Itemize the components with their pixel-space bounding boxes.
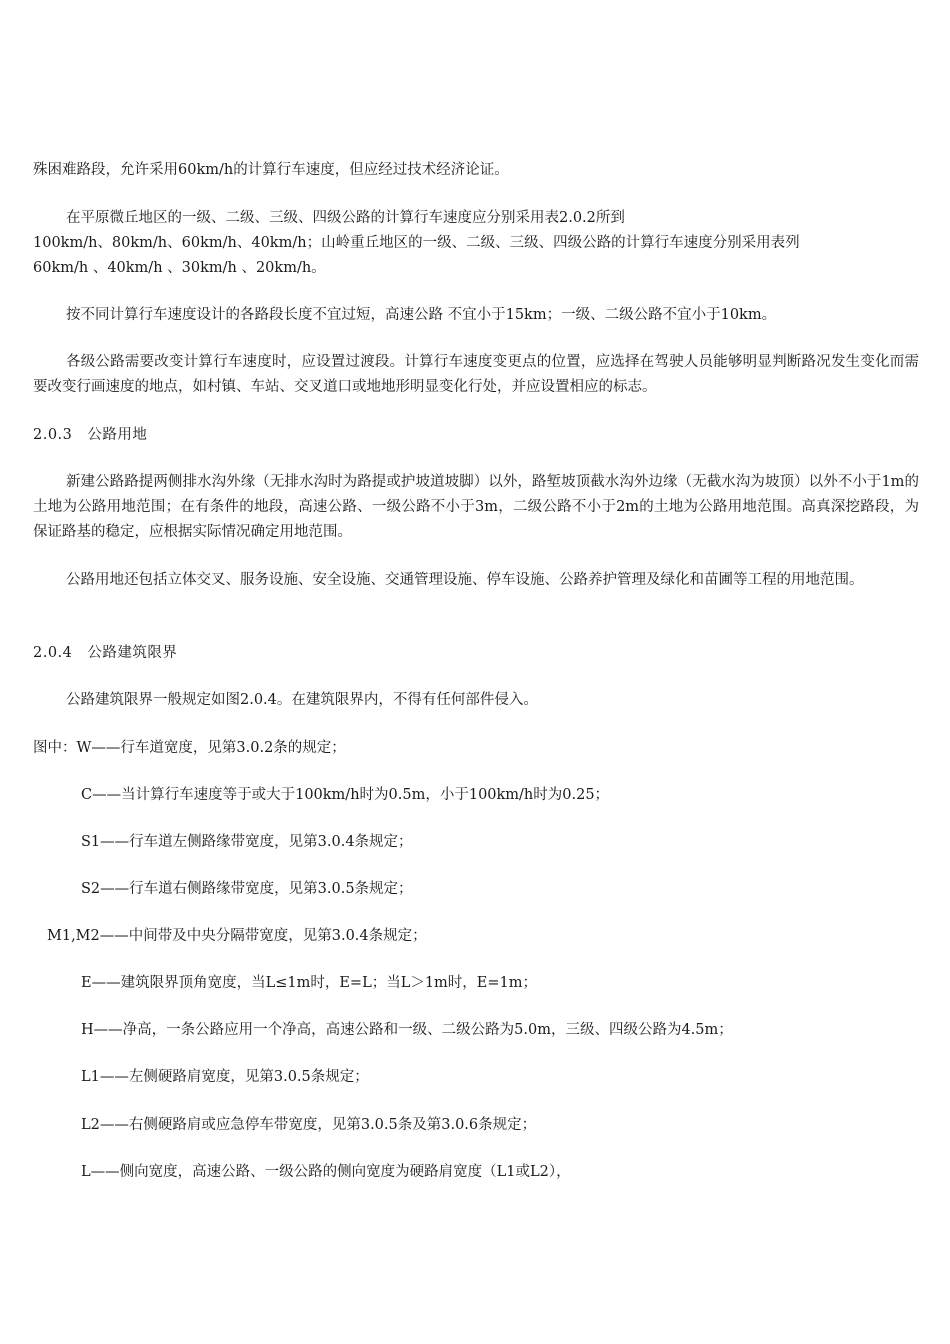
paragraph-p2-line3: 60km/h 、40km/h 、30km/h 、20km/h。 [33,260,326,276]
legend-item-h: H——净高，一条公路应用一个净高，高速公路和一级、二级公路为5.0m，三级、四级公路为4.5m； [81,1022,733,1038]
legend-item-l: L——侧向宽度，高速公路、一级公路的侧向宽度为硬路肩宽度（L1或L2）， [81,1164,571,1180]
legend-item-w: 图中：W——行车道宽度，见第3.0.2条的规定； [33,740,346,756]
paragraph-p3: 按不同计算行车速度设计的各路段长度不宜过短，高速公路 不宜小于15km；一级、二级公路不宜小于10km。 [66,307,777,323]
legend-item-e: E——建筑限界顶角宽度，当L≤1m时，E=L；当L＞1m时，E=1m； [81,975,538,991]
legend-item-l1: L1——左侧硬路肩宽度，见第3.0.5条规定； [81,1069,369,1085]
paragraph-p7: 公路建筑限界一般规定如图2.0.4。在建筑限界内，不得有任何部件侵入。 [66,692,538,708]
paragraph-p2-line1: 在平原微丘地区的一级、二级、三级、四级公路的计算行车速度应分别采用表2.0.2所到 [66,210,625,226]
paragraph-p5: 新建公路路提两侧排水沟外缘（无排水沟时为路提或护坡道坡脚）以外，路堑坡顶截水沟外边缘（无截水沟为坡顶）以外不小于1m的土地为公路用地范围；在有条件的地段，高速公路、一级公路不小于3m，二级公路不小于2m的土地为公路用地范围。高真深挖路段，为保证路基的稳定，应根据实际情况确定用地范围。 [33,474,919,540]
paragraph-p4: 各级公路需要改变计算行车速度时，应设置过渡段。计算行车速度变更点的位置，应选择在驾驶人员能够明显判断路况发生变化而需要改变行画速度的地点，如村镇、车站、交叉道口或地地形明显变化行处，并应设置相应的标志。 [33,354,919,395]
legend-item-m1-m2: M1,M2——中间带及中央分隔带宽度，见第3.0.4条规定； [47,928,427,944]
paragraph-p6: 公路用地还包括立体交叉、服务设施、安全设施、交通管理设施、停车设施、公路养护管理及绿化和苗圃等工程的用地范围。 [66,572,864,588]
legend-item-l2: L2——右侧硬路肩或应急停车带宽度，见第3.0.5条及第3.0.6条规定； [81,1117,537,1133]
legend-item-c: C——当计算行车速度等于或大于100km/h时为0.5m，小于100km/h时为0.25； [81,787,610,803]
paragraph-p2-line2: 100km/h、80km/h、60km/h、40km/h；山岭重丘地区的一级、二级、三级、四级公路的计算行车速度分别采用表列 [33,235,800,251]
section-heading-2-0-4: 2.0.4 公路建筑限界 [33,645,178,661]
legend-item-s1: S1——行车道左侧路缘带宽度，见第3.0.4条规定； [81,834,413,850]
paragraph-p1: 殊困难路段，允许采用60km/h的计算行车速度，但应经过技术经济论证。 [33,162,509,178]
legend-item-s2: S2——行车道右侧路缘带宽度，见第3.0.5条规定； [81,881,413,897]
section-heading-2-0-3: 2.0.3 公路用地 [33,427,148,443]
